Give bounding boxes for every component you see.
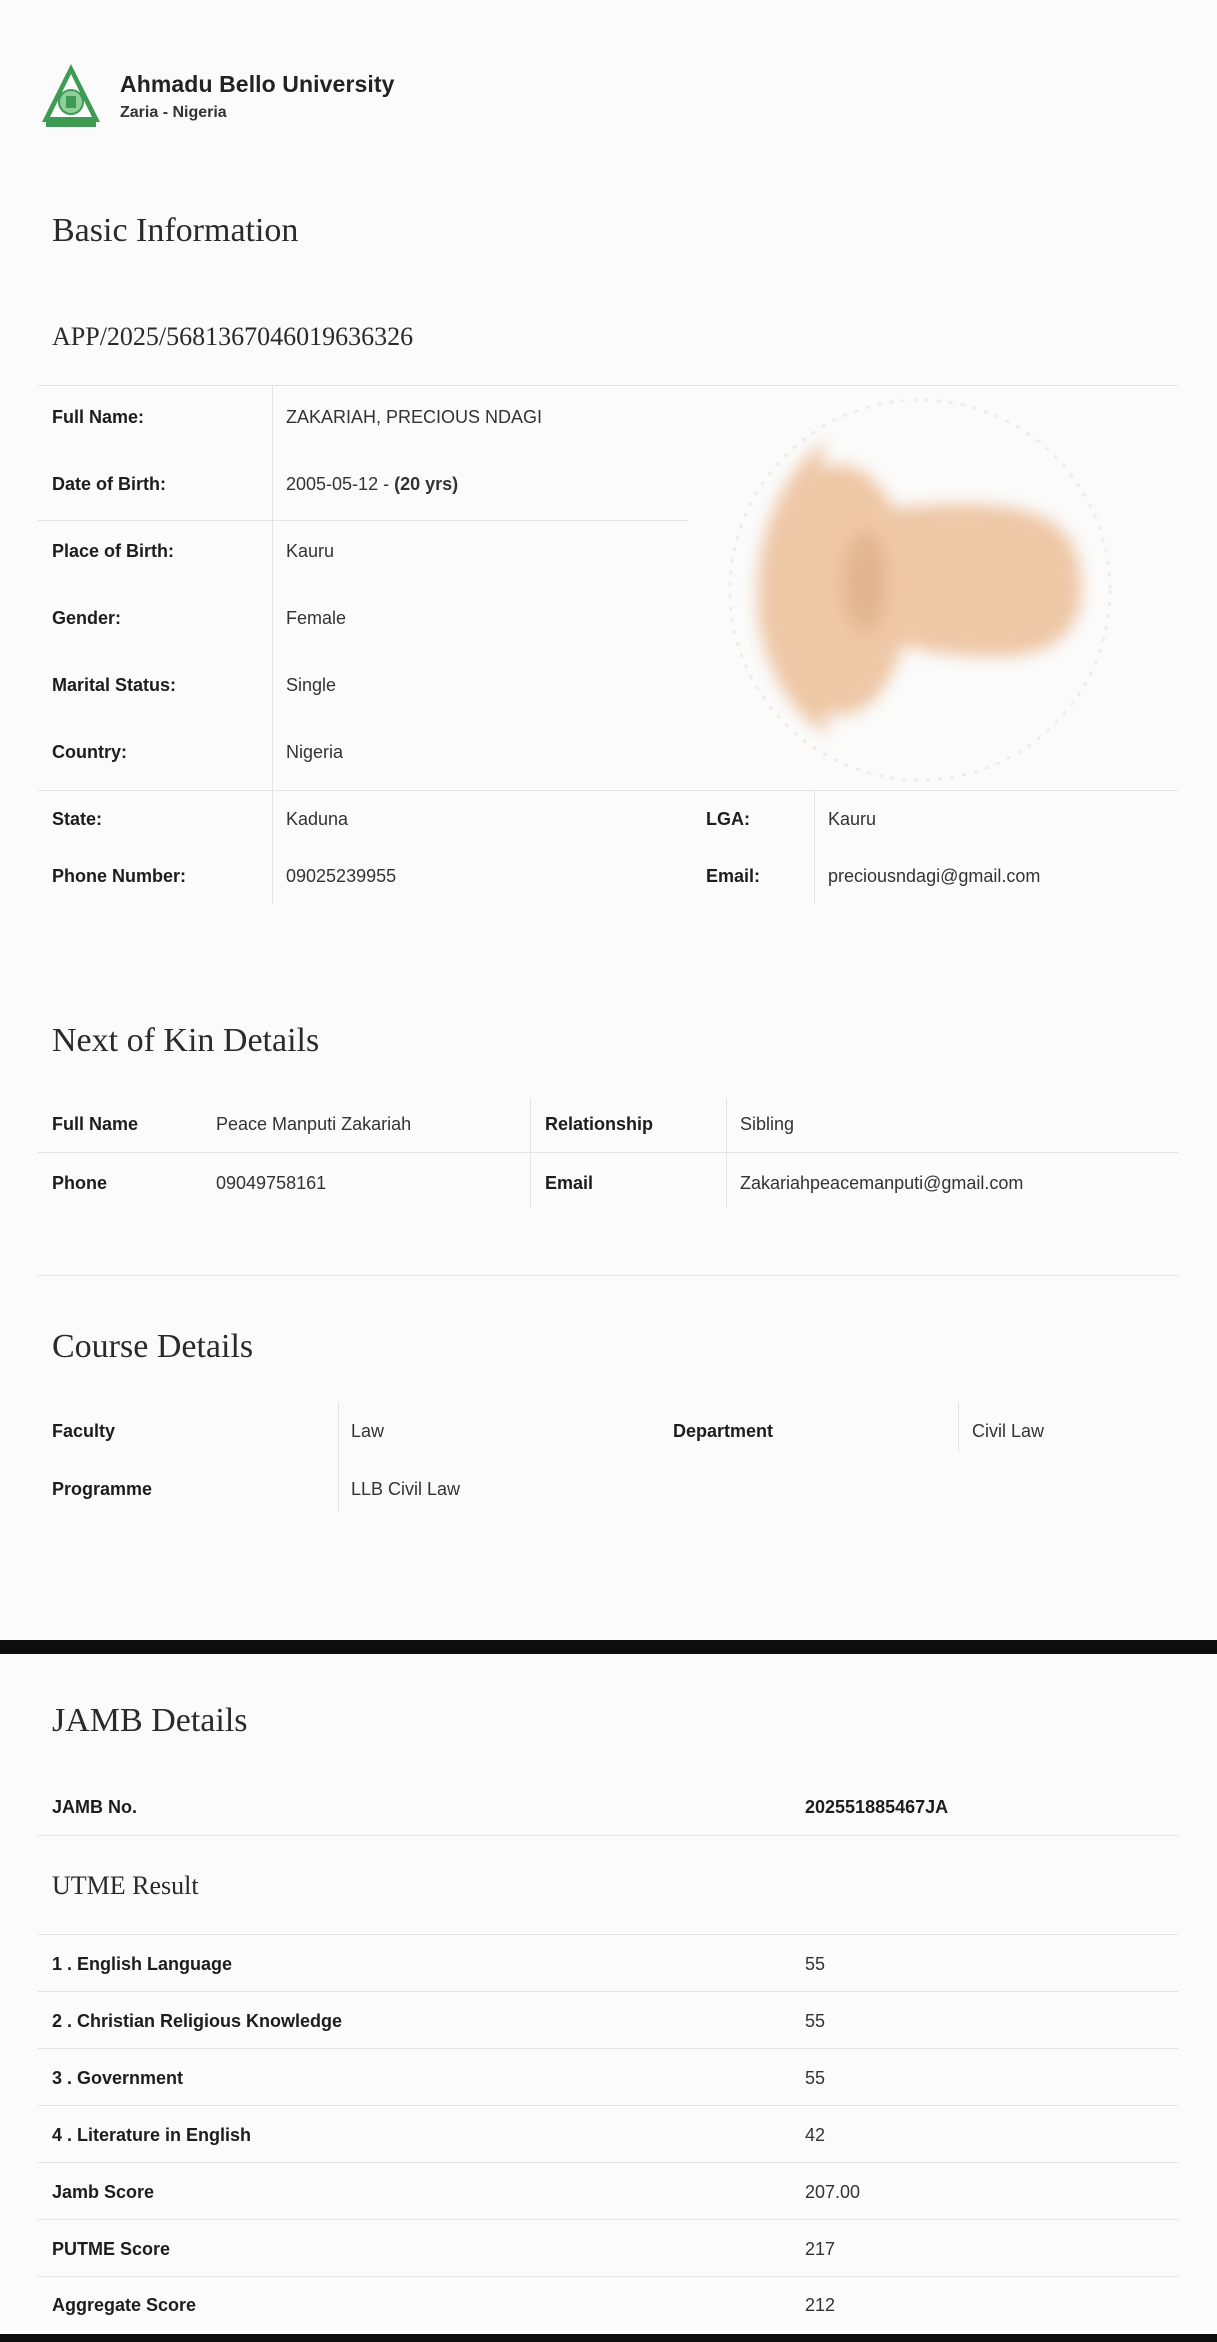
- divider: [338, 1402, 339, 1512]
- divider: [38, 385, 1178, 386]
- jamb-section: [0, 1654, 1217, 2334]
- course-details-title: Course Details: [52, 1328, 254, 1365]
- subject-row-label: 4 . Literature in English: [52, 2125, 252, 2145]
- divider: [38, 520, 688, 521]
- divider: [38, 2162, 1178, 2163]
- putme-score-value: 217: [805, 2239, 836, 2259]
- subject-row-score: 55: [805, 1954, 826, 1974]
- aggregate-score-value: 212: [805, 2295, 836, 2315]
- divider: [958, 1402, 959, 1452]
- kin-phone-label: Phone: [52, 1173, 108, 1193]
- jamb-score-label: Jamb Score: [52, 2182, 155, 2202]
- jamb-no-label: JAMB No.: [52, 1797, 137, 1817]
- faculty-value: Law: [351, 1421, 385, 1441]
- jamb-score-value: 207.00: [805, 2182, 861, 2202]
- university-location: Zaria - Nigeria: [120, 103, 227, 121]
- aggregate-score-label: Aggregate Score: [52, 2295, 197, 2315]
- phone-number-label: Phone Number:: [52, 866, 187, 886]
- marital-status-value: Single: [286, 675, 337, 695]
- dob-value: [286, 474, 458, 495]
- divider: [38, 790, 1178, 791]
- divider: [38, 2048, 1178, 2049]
- jamb-details-title: JAMB Details: [52, 1702, 248, 1739]
- kin-email-value: Zakariahpeacemanputi@gmail.com: [740, 1173, 1024, 1193]
- passport-photo: [690, 390, 1150, 790]
- putme-score-label: PUTME Score: [52, 2239, 171, 2259]
- page-bottom-edge: [0, 2334, 1217, 2342]
- full-name-label: Full Name:: [52, 407, 145, 427]
- country-label: Country:: [52, 742, 127, 762]
- dob-label: Date of Birth:: [52, 474, 166, 494]
- marital-status-label: Marital Status:: [52, 675, 177, 695]
- phone-number-value: 09025239955: [286, 866, 397, 886]
- dob-age: (20 yrs): [394, 474, 459, 494]
- divider: [38, 2276, 1178, 2277]
- university-logo-icon: [38, 60, 104, 132]
- university-header: [38, 60, 395, 132]
- gender-value: Female: [286, 608, 347, 628]
- dob-date: 2005-05-12 -: [286, 474, 395, 494]
- subject-row-score: 42: [805, 2125, 826, 2145]
- university-name: Ahmadu Bello University: [120, 70, 395, 97]
- place-of-birth-label: Place of Birth:: [52, 541, 175, 561]
- lga-label: LGA:: [706, 809, 750, 829]
- divider: [272, 385, 273, 905]
- divider: [38, 1835, 1178, 1836]
- application-number: APP/2025/5681367046019636326: [52, 322, 414, 351]
- state-value: Kaduna: [286, 809, 349, 829]
- lga-value: Kauru: [828, 809, 877, 829]
- divider: [38, 2219, 1178, 2220]
- subject-row-label: 1 . English Language: [52, 1954, 233, 1974]
- divider: [38, 1991, 1178, 1992]
- kin-full-name-label: Full Name: [52, 1114, 139, 1134]
- divider: [38, 2105, 1178, 2106]
- page-separator: [0, 1640, 1217, 1654]
- utme-result-title: UTME Result: [52, 1871, 199, 1900]
- divider: [530, 1098, 531, 1208]
- email-label: Email:: [706, 866, 761, 886]
- divider: [38, 1275, 1178, 1276]
- jamb-no-value: 202551885467JA: [805, 1797, 949, 1817]
- divider: [726, 1098, 727, 1208]
- full-name-value: ZAKARIAH, PRECIOUS NDAGI: [286, 407, 543, 427]
- kin-phone-value: 09049758161: [216, 1173, 327, 1193]
- subject-row-label: 2 . Christian Religious Knowledge: [52, 2011, 343, 2031]
- state-label: State:: [52, 809, 103, 829]
- faculty-label: Faculty: [52, 1421, 116, 1441]
- next-of-kin-title: Next of Kin Details: [52, 1022, 320, 1059]
- divider: [38, 1934, 1178, 1935]
- divider: [814, 790, 815, 905]
- kin-full-name-value: Peace Manputi Zakariah: [216, 1114, 412, 1134]
- department-label: Department: [673, 1421, 774, 1441]
- subject-row-label: 3 . Government: [52, 2068, 184, 2088]
- department-value: Civil Law: [972, 1421, 1045, 1441]
- kin-email-label: Email: [545, 1173, 594, 1193]
- programme-value: LLB Civil Law: [351, 1479, 461, 1499]
- gender-label: Gender:: [52, 608, 122, 628]
- country-value: Nigeria: [286, 742, 344, 762]
- email-value: preciousndagi@gmail.com: [828, 866, 1041, 886]
- basic-info-title: Basic Information: [52, 212, 299, 249]
- programme-label: Programme: [52, 1479, 153, 1499]
- place-of-birth-value: Kauru: [286, 541, 335, 561]
- kin-relationship-value: Sibling: [740, 1114, 795, 1134]
- kin-relationship-label: Relationship: [545, 1114, 654, 1134]
- subject-row-score: 55: [805, 2011, 826, 2031]
- divider: [38, 1152, 1178, 1153]
- subject-row-score: 55: [805, 2068, 826, 2088]
